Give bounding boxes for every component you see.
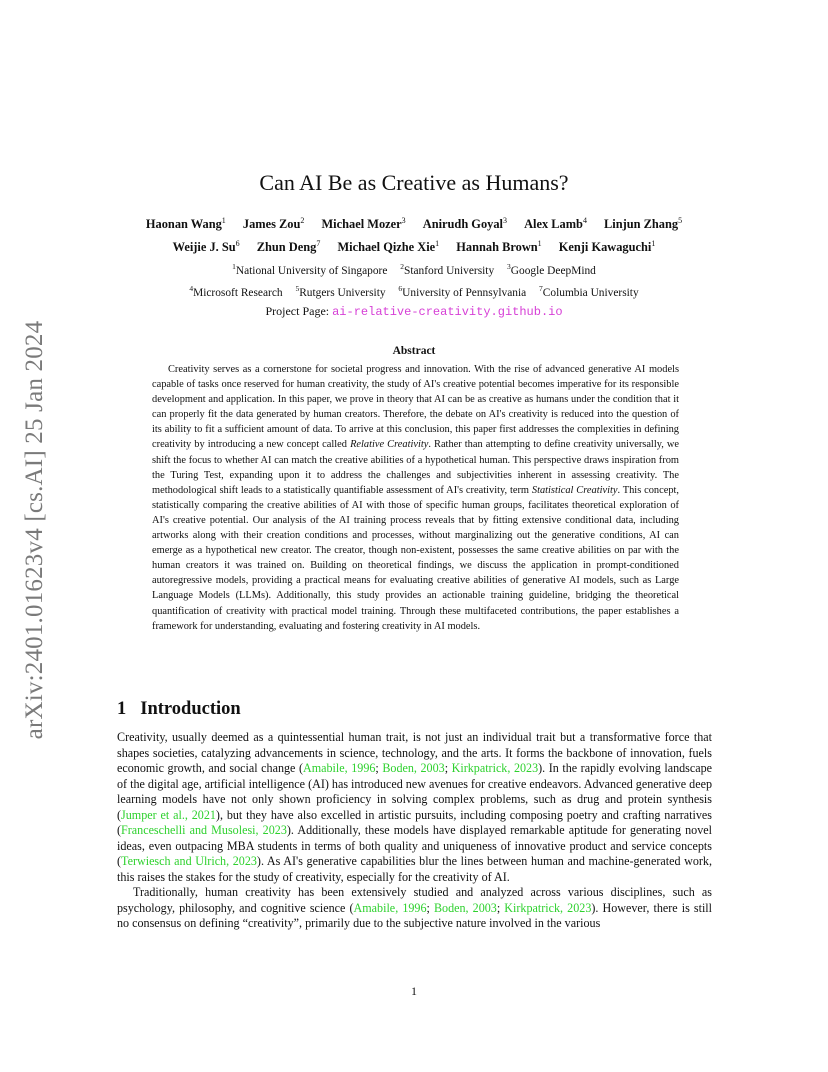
arxiv-watermark	[10, 300, 60, 760]
author: Michael Qizhe Xie$^1$	[337, 239, 440, 255]
abstract-text: Creativity serves as a cornerstone for societal progress and innovation. With the rise of advanced generative AI models capable of tasks once reserved for human creativity, the study of AI's creative potential becomes imperative for its responsible development and application. In this paper, we prove in theory that AI can be as creative as humans under the condition that it can properly fit the data generated by human creators. Therefore, the debate on AI's creativity is reduced into the question of its ability to fit a sufficient amount of data. To arrive at this conclusion, this paper first addresses the complexities in defining creativity by introducing a new concept called Relative Creativity. Rather than attempting to define creativity universally, we shift the focus to whether AI can match the creative abilities of a hypothetical human. This perspective draws inspiration from the Turing Test, expanding upon it to address the challenges and subjectivities inherent in assessing creativity. The methodological shift leads to a statistically quantifiable assessment of AI's creativity, term Statistical Creativity. This concept, statistically comparing the creative abilities of AI with those of specific human groups, facilitates theoretical exploration of AI's creative potential. Our analysis of the AI training process reveals that by fitting extensive conditional data, including artworks along with their creation conditions and processes, without marginalizing out the generative conditions, AI can emerge as a hypothetical new creator. The creator, though non-existent, possesses the same creative abilities on par with the human creators it was trained on. Building on theoretical findings, we discuss the application in prompt-conditioned autoregressive models, providing a practical means for evaluating creative abilities of generative AI models, such as Large Language Models (LLMs). Additionally, this study provides an actionable training guideline, bridging the theoretical quantification of creativity with practical model training. Through these multifaceted contributions, the paper establishes a framework for understanding, evaluating and fostering creativity in AI models.	[152, 364, 680, 632]
affiliation: $^3$Google DeepMind	[507, 262, 596, 277]
author-list	[100, 211, 728, 257]
page-number: 1	[411, 984, 417, 998]
author-row-2	[100, 234, 728, 257]
author: Weijie J. Su$^6$	[172, 239, 240, 255]
author: Alex Lamb$^4$	[524, 216, 587, 232]
affiliation: $^2$Stanford University	[400, 262, 495, 277]
affiliation: $^6$University of Pennsylvania	[398, 283, 527, 299]
author: Anirudh Goyal$^3$	[422, 216, 507, 232]
section-heading: 1 Introduction	[117, 699, 241, 719]
citation-link[interactable]: Boden, 2003	[382, 761, 445, 775]
author: Kenji Kawaguchi$^1$	[558, 239, 656, 255]
affiliation: $^5$Rutgers University	[295, 283, 386, 299]
affiliation: $^1$National University of Singapore	[232, 262, 388, 277]
author: Zhun Deng$^7$	[256, 239, 321, 255]
affiliation-row-2	[100, 280, 728, 302]
author: James Zou$^2$	[242, 216, 305, 232]
citation-link[interactable]: Terwiesch and Ulrich, 2023	[121, 854, 257, 868]
citation-link[interactable]: Kirkpatrick, 2023	[504, 900, 592, 915]
affiliation: $^4$Microsoft Research	[189, 283, 283, 299]
affiliation: $^7$Columbia University	[539, 283, 639, 299]
introduction-body	[117, 730, 712, 932]
paragraph: Creativity, usually deemed as a quintessential human trait, is not just an individual trait but a transformative force that shapes societies, catalyzing advancements in science, technology, and the arts. It forms the backbone of innovation, fuels economic growth, and social change (Amabile, 1996; Boden, 2003; Kirkpatrick, 2023). In the rapidly evolving landscape of the digital age, artificial intelligence (AI) has introduced new avenues for creative endeavors. Advanced generative deep learning models have not only shown proficiency in solving complex problems, such as drug and protein synthesis (Jumper et al., 2021), but they have also excelled in artistic pursuits, including composing poetry and crafting narratives (Franceschelli and Musolesi, 2023). Additionally, these models have displayed remarkable aptitude for generating novel ideas, even outpacing MBA students in terms of both quality and uniqueness of innovative product and service concepts (Terwiesch and Ulrich, 2023). As AI's generative capabilities blur the lines between human and machine-generated work, this raises the stakes for the study of creativity, especially for the creativity of AI.	[117, 730, 713, 884]
affiliation-list	[100, 258, 728, 302]
citation-link[interactable]: Amabile, 1996	[353, 900, 427, 915]
project-page-link[interactable]: ai-relative-creativity.github.io	[332, 305, 563, 319]
paragraph: Traditionally, human creativity has been extensively studied and analyzed across various disciplines, such as psychology, philosophy, and cognitive science (Amabile, 1996; Boden, 2003; Kirkpatrick, 2023). However, there is still no consensus on defining “creativity”, primarily due to the subjective nature involved in the various	[117, 885, 713, 930]
citation-link[interactable]: Boden, 2003	[433, 900, 497, 915]
affiliation-row-1	[100, 258, 728, 280]
arxiv-id: arXiv:2401.01623v4 [cs.AI] 25 Jan 2024	[21, 320, 48, 740]
project-page	[0, 304, 828, 319]
author-row-1	[100, 211, 728, 234]
author: Haonan Wang$^1$	[145, 216, 226, 232]
author: Michael Mozer$^3$	[321, 216, 406, 232]
paper-title: Can AI Be as Creative as Humans?	[259, 170, 569, 195]
citation-link[interactable]: Amabile, 1996	[303, 761, 376, 775]
citation-link[interactable]: Jumper et al., 2021	[121, 807, 216, 822]
author: Linjun Zhang$^5$	[604, 216, 683, 232]
citation-link[interactable]: Kirkpatrick, 2023	[451, 761, 539, 775]
citation-link[interactable]: Franceschelli and Musolesi, 2023	[121, 823, 287, 837]
project-page-label: Project Page:	[265, 304, 333, 318]
author: Hannah Brown$^1$	[456, 239, 542, 255]
abstract-heading: Abstract	[392, 345, 436, 357]
